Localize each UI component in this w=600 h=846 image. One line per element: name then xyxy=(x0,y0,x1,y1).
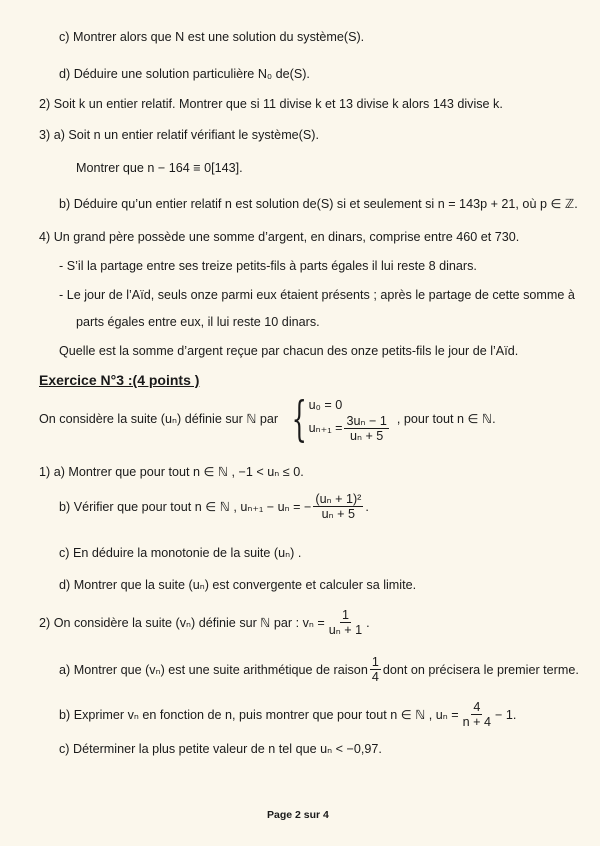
question-2-text: 2) On considère la suite (vₙ) définie sur ℕ par : vₙ = xyxy=(39,615,325,630)
recurrence-lhs: uₙ₊₁ = xyxy=(308,421,343,435)
question-2-vn xyxy=(39,608,370,637)
fraction-denominator: n + 4 xyxy=(462,715,492,729)
question-4-item-2: - Le jour de l’Aïd, seuls onze parmi eux étaient présents ; après le partage de cette somme à xyxy=(59,288,575,302)
sequence-system xyxy=(284,391,391,447)
sequence-domain: , pour tout n ∈ ℕ. xyxy=(396,412,496,426)
question-3a-statement: Montrer que n − 164 ≡ 0[143]. xyxy=(76,161,243,175)
period: . xyxy=(366,615,370,630)
question-1a: 1) a) Montrer que pour tout n ∈ ℕ , −1 < uₙ ≤ 0. xyxy=(39,465,304,479)
question-2: 2) Soit k un entier relatif. Montrer que si 11 divise k et 13 divise k alors 143 divise k. xyxy=(39,97,503,111)
question-2a-text: a) Montrer que (vₙ) est une suite arithmétique de raison xyxy=(59,662,368,677)
fraction-denominator: uₙ + 5 xyxy=(321,507,356,521)
question-4-item-2-cont: parts égales entre eux, il lui reste 10 dinars. xyxy=(76,315,320,329)
fraction-denominator: 4 xyxy=(371,670,379,684)
question-3b: b) Déduire qu’un entier relatif n est solution de(S) si et seulement si n = 143p + 21, où p ∈ ℤ. xyxy=(59,197,578,211)
question-4-question: Quelle est la somme d’argent reçue par chacun des onze petits-fils le jour de l’Aïd. xyxy=(59,344,519,358)
question-2a xyxy=(59,655,579,684)
recurrence xyxy=(309,414,391,443)
recurrence-fraction xyxy=(344,414,388,443)
question-1b xyxy=(59,492,369,521)
un-fraction xyxy=(461,700,493,729)
question-2b xyxy=(59,700,516,729)
fraction-numerator: 1 xyxy=(371,655,379,669)
fraction-numerator: 4 xyxy=(473,700,481,714)
question-1d-limite: d) Montrer que la suite (uₙ) est convergente et calculer sa limite. xyxy=(59,578,417,592)
sequence-intro: On considère la suite (uₙ) définie sur ℕ par xyxy=(39,412,279,426)
question-1b-text: b) Vérifier que pour tout n ∈ ℕ , uₙ₊₁ − uₙ = − xyxy=(59,499,312,514)
fraction-denominator: uₙ + 1 xyxy=(328,623,363,637)
initial-term: u₀ = 0 xyxy=(308,397,343,412)
fraction-numerator: 3uₙ − 1 xyxy=(346,413,387,428)
vn-fraction xyxy=(327,608,364,637)
period: . xyxy=(365,499,369,514)
fraction-numerator: (uₙ + 1)² xyxy=(315,492,362,506)
raison-fraction xyxy=(370,655,381,684)
question-1b-fraction xyxy=(313,492,363,521)
page-footer: Page 2 sur 4 xyxy=(267,809,329,821)
question-1c: c) Montrer alors que N est une solution du système(S). xyxy=(59,30,365,44)
question-1d: d) Déduire une solution particulière N₀ de(S). xyxy=(59,67,310,81)
question-2c: c) Déterminer la plus petite valeur de n tel que uₙ < −0,97. xyxy=(59,742,382,756)
question-3a: 3) a) Soit n un entier relatif vérifiant le système(S). xyxy=(39,128,319,142)
question-1c-monotonie: c) En déduire la monotonie de la suite (uₙ) . xyxy=(59,546,302,560)
fraction-denominator: uₙ + 5 xyxy=(349,428,384,443)
fraction-numerator: 1 xyxy=(341,608,349,622)
question-2b-end: − 1. xyxy=(495,707,517,722)
brace-symbol: { xyxy=(291,391,308,447)
exercise-title: Exercice N°3 :(4 points ) xyxy=(39,372,200,388)
question-4-item-1: - S’il la partage entre ses treize petits-fils à parts égales il lui reste 8 dinars. xyxy=(59,259,477,273)
question-2b-text: b) Exprimer vₙ en fonction de n, puis montrer que pour tout n ∈ ℕ , uₙ = xyxy=(59,707,459,722)
sequence-definition xyxy=(39,391,496,447)
question-4: 4) Un grand père possède une somme d’argent, en dinars, comprise entre 460 et 730. xyxy=(39,230,520,244)
question-2a-end: dont on précisera le premier terme. xyxy=(382,662,579,677)
